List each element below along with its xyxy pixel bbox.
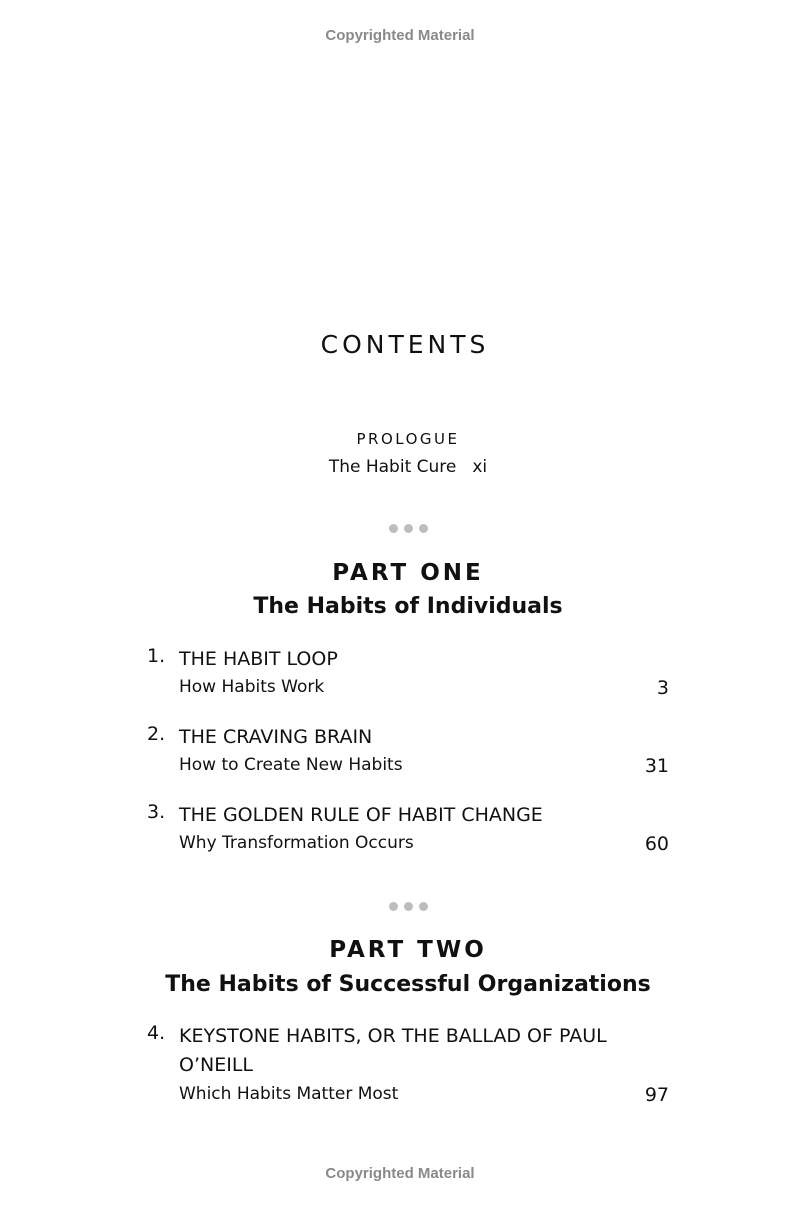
chapter-page-number: 97 <box>644 1084 669 1106</box>
chapter-title: THE CRAVING BRAIN <box>179 726 373 748</box>
chapter-subtitle: Which Habits Matter Most <box>179 1084 399 1104</box>
chapter-subtitle: How to Create New Habits <box>179 755 403 775</box>
chapter-page-number: 3 <box>656 677 669 699</box>
chapter-page-number: 31 <box>644 755 669 777</box>
copyright-watermark-bottom: Copyrighted Material <box>325 1165 475 1182</box>
chapter-number: 4. <box>147 1022 166 1044</box>
section-divider-dots <box>0 902 800 911</box>
part-two-title: The Habits of Successful Organizations <box>165 972 651 997</box>
contents-title: CONTENTS <box>320 330 490 359</box>
chapter-number: 1. <box>147 645 166 667</box>
prologue-title: The Habit Cure <box>328 457 457 477</box>
copyright-watermark-top: Copyrighted Material <box>325 27 475 44</box>
part-one-title: The Habits of Individuals <box>253 594 563 619</box>
chapter-subtitle: How Habits Work <box>179 677 325 697</box>
prologue-page-number: xi <box>472 457 488 477</box>
section-divider-dots <box>0 524 800 533</box>
chapter-page-number: 60 <box>644 833 669 855</box>
chapter-subtitle: Why Transformation Occurs <box>179 833 414 853</box>
prologue-entry <box>0 457 800 477</box>
chapter-title: KEYSTONE HABITS, OR THE BALLAD OF PAUL O’NEILL <box>179 1025 607 1076</box>
chapter-title: THE GOLDEN RULE OF HABIT CHANGE <box>179 804 543 826</box>
chapter-number: 2. <box>147 723 166 745</box>
prologue-label: PROLOGUE <box>356 430 460 448</box>
chapter-number: 3. <box>147 801 166 823</box>
part-two-label: PART TWO <box>329 937 487 963</box>
chapter-title: THE HABIT LOOP <box>179 648 338 670</box>
part-one-label: PART ONE <box>332 560 484 586</box>
